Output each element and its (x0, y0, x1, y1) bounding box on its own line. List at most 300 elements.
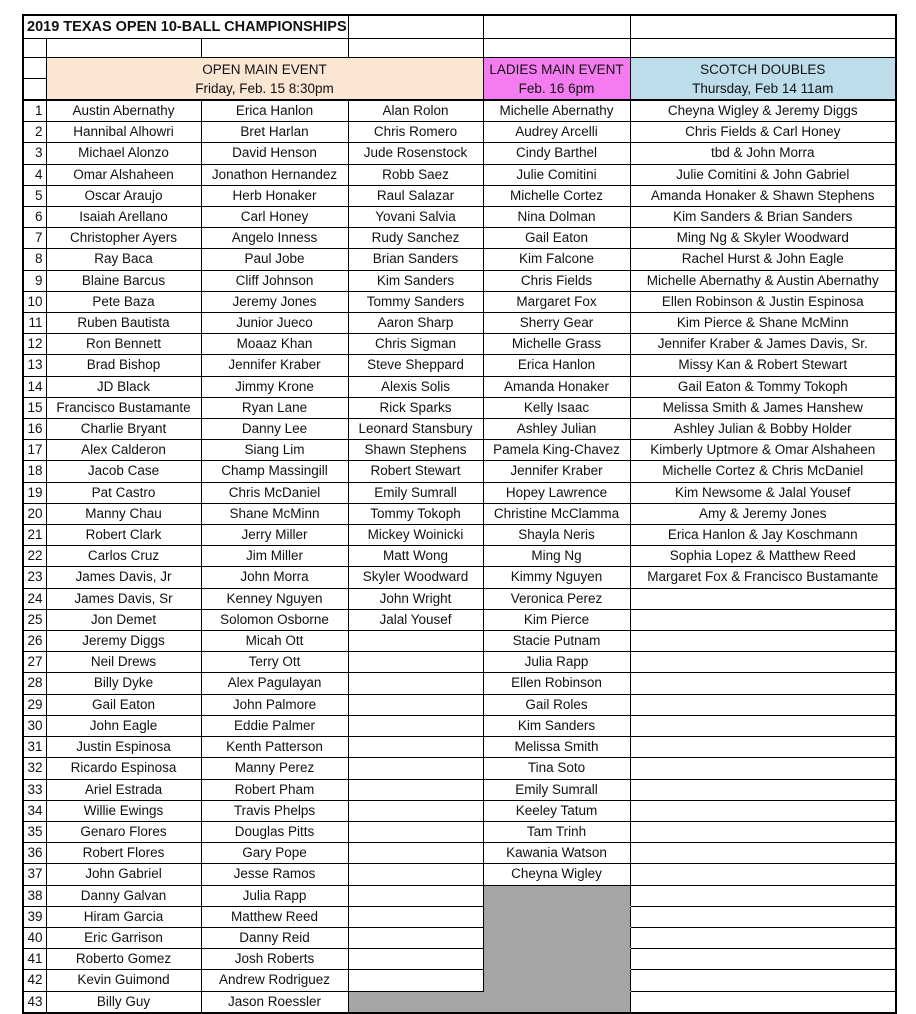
cell-open1: Ray Baca (46, 249, 201, 270)
table-row (23, 355, 896, 376)
empty-cell (23, 79, 46, 101)
cell-ladies: Gail Eaton (483, 228, 630, 249)
cell-open1: Danny Galvan (46, 885, 201, 906)
cell-num: 40 (23, 927, 46, 948)
cell-num: 7 (23, 228, 46, 249)
cell-num: 23 (23, 567, 46, 588)
cell-num: 3 (23, 143, 46, 164)
cell-scotch: Ashley Julian & Bobby Holder (630, 419, 896, 440)
cell-scotch (630, 991, 896, 1013)
cell-open2: Gary Pope (201, 843, 348, 864)
cell-open3: Brian Sanders (348, 249, 483, 270)
cell-ladies: Cindy Barthel (483, 143, 630, 164)
cell-ladies: Kim Falcone (483, 249, 630, 270)
table-row (23, 143, 896, 164)
cell-ladies: Stacie Putnam (483, 631, 630, 652)
cell-ladies: Emily Sumrall (483, 779, 630, 800)
cell-num: 39 (23, 906, 46, 927)
cell-open3: Robert Stewart (348, 461, 483, 482)
cell-ladies: Amanda Honaker (483, 376, 630, 397)
cell-open3: Robb Saez (348, 164, 483, 185)
cell-open1: Genaro Flores (46, 821, 201, 842)
cell-open2: Cliff Johnson (201, 270, 348, 291)
table-row (23, 779, 896, 800)
cell-open1: Ariel Estrada (46, 779, 201, 800)
cell-ladies: Margaret Fox (483, 291, 630, 312)
cell-scotch: Cheyna Wigley & Jeremy Diggs (630, 100, 896, 122)
cell-open3: Leonard Stansbury (348, 419, 483, 440)
cell-scotch: Michelle Abernathy & Austin Abernathy (630, 270, 896, 291)
cell-open3: Rick Sparks (348, 397, 483, 418)
cell-open2: Matthew Reed (201, 906, 348, 927)
cell-scotch (630, 779, 896, 800)
cell-open2: Jimmy Krone (201, 376, 348, 397)
cell-num: 8 (23, 249, 46, 270)
cell-open1: Oscar Araujo (46, 185, 201, 206)
cell-open3 (348, 800, 483, 821)
cell-ladies: Erica Hanlon (483, 355, 630, 376)
table-row (23, 270, 896, 291)
cell-num: 4 (23, 164, 46, 185)
cell-ladies: Kim Pierce (483, 609, 630, 630)
table-row (23, 949, 896, 970)
page-title: 2019 TEXAS OPEN 10-BALL CHAMPIONSHIPS (23, 15, 348, 39)
open-event-schedule: Friday, Feb. 15 8:30pm (195, 80, 334, 96)
cell-scotch: Jennifer Kraber & James Davis, Sr. (630, 334, 896, 355)
tournament-sheet (22, 14, 897, 1014)
cell-open3 (348, 631, 483, 652)
cell-open3: Alan Rolon (348, 100, 483, 122)
cell-open1: Justin Espinosa (46, 737, 201, 758)
cell-open1: Omar Alshaheen (46, 164, 201, 185)
cell-scotch (630, 631, 896, 652)
cell-open1: James Davis, Sr (46, 588, 201, 609)
cell-ladies: Michelle Cortez (483, 185, 630, 206)
cell-open2: Jeremy Jones (201, 291, 348, 312)
cell-open1: Robert Flores (46, 843, 201, 864)
cell-scotch: Gail Eaton & Tommy Tokoph (630, 376, 896, 397)
cell-ladies: Pamela King-Chavez (483, 440, 630, 461)
cell-ladies: Michelle Abernathy (483, 100, 630, 122)
empty-cell (483, 39, 630, 58)
cell-open2: Paul Jobe (201, 249, 348, 270)
cell-open1: Jeremy Diggs (46, 631, 201, 652)
cell-open2: Siang Lim (201, 440, 348, 461)
cell-open1: Pat Castro (46, 482, 201, 503)
table-row (23, 694, 896, 715)
empty-cell (201, 39, 348, 58)
table-row (23, 821, 896, 842)
empty-cell (630, 39, 896, 58)
cell-open3 (348, 694, 483, 715)
cell-scotch: Michelle Cortez & Chris McDaniel (630, 461, 896, 482)
cell-open1: James Davis, Jr (46, 567, 201, 588)
cell-ladies: Sherry Gear (483, 313, 630, 334)
cell-open2: Andrew Rodriguez (201, 970, 348, 991)
cell-open2: Manny Perez (201, 758, 348, 779)
cell-open2: John Palmore (201, 694, 348, 715)
cell-ladies (483, 906, 630, 927)
cell-scotch (630, 609, 896, 630)
cell-scotch: Amanda Honaker & Shawn Stephens (630, 185, 896, 206)
table-row (23, 800, 896, 821)
table-row (23, 843, 896, 864)
cell-open1: Hiram Garcia (46, 906, 201, 927)
cell-ladies: Nina Dolman (483, 207, 630, 228)
cell-open2: Kenth Patterson (201, 737, 348, 758)
cell-open3: John Wright (348, 588, 483, 609)
cell-scotch: Erica Hanlon & Jay Koschmann (630, 525, 896, 546)
cell-open3 (348, 906, 483, 927)
cell-open1: Manny Chau (46, 503, 201, 524)
table-row (23, 461, 896, 482)
cell-scotch: Kim Sanders & Brian Sanders (630, 207, 896, 228)
table-row (23, 758, 896, 779)
table-row (23, 482, 896, 503)
cell-open2: Ryan Lane (201, 397, 348, 418)
cell-ladies (483, 991, 630, 1013)
scotch-event-title: SCOTCH DOUBLES (700, 61, 826, 77)
cell-num: 9 (23, 270, 46, 291)
cell-open2: Eddie Palmer (201, 715, 348, 736)
ladies-event-header (483, 58, 630, 101)
cell-open2: Erica Hanlon (201, 100, 348, 122)
cell-open3 (348, 927, 483, 948)
cell-open3 (348, 673, 483, 694)
table-row (23, 652, 896, 673)
cell-open2: Jennifer Kraber (201, 355, 348, 376)
cell-num: 25 (23, 609, 46, 630)
title-row (23, 15, 896, 39)
cell-num: 2 (23, 122, 46, 143)
cell-open1: Christopher Ayers (46, 228, 201, 249)
cell-ladies: Michelle Grass (483, 334, 630, 355)
cell-ladies: Melissa Smith (483, 737, 630, 758)
cell-open2: Jim Miller (201, 546, 348, 567)
cell-open3 (348, 652, 483, 673)
scotch-event-header (630, 58, 896, 101)
cell-ladies: Ellen Robinson (483, 673, 630, 694)
cell-ladies: Gail Roles (483, 694, 630, 715)
cell-ladies: Tina Soto (483, 758, 630, 779)
cell-open2: John Morra (201, 567, 348, 588)
cell-open3: Chris Sigman (348, 334, 483, 355)
cell-scotch (630, 906, 896, 927)
cell-open3: Alexis Solis (348, 376, 483, 397)
cell-open3 (348, 864, 483, 885)
cell-open2: Carl Honey (201, 207, 348, 228)
table-row (23, 673, 896, 694)
empty-cell (23, 39, 46, 58)
cell-num: 11 (23, 313, 46, 334)
cell-open2: Chris McDaniel (201, 482, 348, 503)
table-row (23, 291, 896, 312)
cell-open2: Solomon Osborne (201, 609, 348, 630)
cell-scotch (630, 864, 896, 885)
cell-open1: Robert Clark (46, 525, 201, 546)
cell-open1: Gail Eaton (46, 694, 201, 715)
cell-ladies: Kawania Watson (483, 843, 630, 864)
table-row (23, 715, 896, 736)
table-row (23, 525, 896, 546)
cell-open1: Michael Alonzo (46, 143, 201, 164)
cell-ladies: Julia Rapp (483, 652, 630, 673)
cell-open3 (348, 885, 483, 906)
cell-open3: Kim Sanders (348, 270, 483, 291)
cell-scotch: Kim Pierce & Shane McMinn (630, 313, 896, 334)
cell-open3 (348, 949, 483, 970)
table-row (23, 631, 896, 652)
cell-scotch (630, 758, 896, 779)
cell-num: 38 (23, 885, 46, 906)
cell-open3 (348, 991, 483, 1013)
cell-open1: Ron Bennett (46, 334, 201, 355)
cell-scotch (630, 885, 896, 906)
table-row (23, 609, 896, 630)
open-event-title: OPEN MAIN EVENT (202, 61, 327, 77)
cell-open1: Austin Abernathy (46, 100, 201, 122)
cell-open1: Jacob Case (46, 461, 201, 482)
cell-open1: Pete Baza (46, 291, 201, 312)
table-row (23, 376, 896, 397)
cell-open1: JD Black (46, 376, 201, 397)
cell-scotch: Margaret Fox & Francisco Bustamante (630, 567, 896, 588)
cell-open1: Jon Demet (46, 609, 201, 630)
table-row (23, 503, 896, 524)
cell-ladies (483, 970, 630, 991)
cell-num: 1 (23, 100, 46, 122)
cell-scotch: tbd & John Morra (630, 143, 896, 164)
table-row (23, 970, 896, 991)
cell-ladies: Kelly Isaac (483, 397, 630, 418)
cell-ladies: Jennifer Kraber (483, 461, 630, 482)
cell-scotch: Ellen Robinson & Justin Espinosa (630, 291, 896, 312)
cell-scotch (630, 821, 896, 842)
cell-open3: Jalal Yousef (348, 609, 483, 630)
cell-num: 27 (23, 652, 46, 673)
cell-open1: Eric Garrison (46, 927, 201, 948)
cell-num: 5 (23, 185, 46, 206)
cell-open1: Billy Guy (46, 991, 201, 1013)
cell-open3: Skyler Woodward (348, 567, 483, 588)
cell-open1: Carlos Cruz (46, 546, 201, 567)
cell-open1: Billy Dyke (46, 673, 201, 694)
cell-open2: Junior Jueco (201, 313, 348, 334)
cell-scotch (630, 800, 896, 821)
cell-scotch (630, 694, 896, 715)
cell-num: 30 (23, 715, 46, 736)
cell-ladies: Shayla Neris (483, 525, 630, 546)
cell-scotch (630, 673, 896, 694)
scotch-event-schedule: Thursday, Feb 14 11am (692, 80, 834, 96)
cell-open2: Kenney Nguyen (201, 588, 348, 609)
table-row (23, 334, 896, 355)
cell-open3: Shawn Stephens (348, 440, 483, 461)
cell-ladies (483, 949, 630, 970)
cell-scotch: Kim Newsome & Jalal Yousef (630, 482, 896, 503)
cell-open1: Isaiah Arellano (46, 207, 201, 228)
cell-num: 31 (23, 737, 46, 758)
cell-ladies: Ming Ng (483, 546, 630, 567)
cell-scotch (630, 949, 896, 970)
cell-open2: Danny Lee (201, 419, 348, 440)
cell-open2: Robert Pham (201, 779, 348, 800)
tournament-table (22, 14, 897, 1014)
cell-open1: John Gabriel (46, 864, 201, 885)
cell-open3: Jude Rosenstock (348, 143, 483, 164)
cell-open2: Travis Phelps (201, 800, 348, 821)
cell-open2: Herb Honaker (201, 185, 348, 206)
cell-num: 16 (23, 419, 46, 440)
empty-cell (348, 15, 483, 39)
cell-num: 26 (23, 631, 46, 652)
cell-ladies: Julie Comitini (483, 164, 630, 185)
spacer-row (23, 39, 896, 58)
cell-open1: John Eagle (46, 715, 201, 736)
cell-ladies: Christine McClamma (483, 503, 630, 524)
cell-ladies: Hopey Lawrence (483, 482, 630, 503)
cell-open3: Chris Romero (348, 122, 483, 143)
cell-open2: Jonathon Hernandez (201, 164, 348, 185)
cell-ladies: Tam Trinh (483, 821, 630, 842)
cell-num: 32 (23, 758, 46, 779)
table-row (23, 927, 896, 948)
cell-num: 22 (23, 546, 46, 567)
event-header-row (23, 58, 896, 79)
cell-scotch: Rachel Hurst & John Eagle (630, 249, 896, 270)
table-row (23, 207, 896, 228)
cell-ladies (483, 885, 630, 906)
cell-num: 10 (23, 291, 46, 312)
cell-open2: Josh Roberts (201, 949, 348, 970)
table-row (23, 864, 896, 885)
cell-open3: Raul Salazar (348, 185, 483, 206)
cell-num: 43 (23, 991, 46, 1013)
table-row (23, 164, 896, 185)
cell-ladies: Veronica Perez (483, 588, 630, 609)
cell-open1: Hannibal Alhowri (46, 122, 201, 143)
cell-open2: Danny Reid (201, 927, 348, 948)
cell-open3: Rudy Sanchez (348, 228, 483, 249)
cell-open1: Willie Ewings (46, 800, 201, 821)
cell-num: 34 (23, 800, 46, 821)
table-row (23, 588, 896, 609)
cell-scotch (630, 715, 896, 736)
cell-open2: Jerry Miller (201, 525, 348, 546)
table-row (23, 397, 896, 418)
cell-open3: Yovani Salvia (348, 207, 483, 228)
cell-num: 33 (23, 779, 46, 800)
empty-cell (630, 15, 896, 39)
table-row (23, 906, 896, 927)
cell-scotch: Ming Ng & Skyler Woodward (630, 228, 896, 249)
cell-num: 13 (23, 355, 46, 376)
cell-open3: Matt Wong (348, 546, 483, 567)
cell-open3 (348, 715, 483, 736)
open-event-header (46, 58, 483, 101)
cell-open3: Aaron Sharp (348, 313, 483, 334)
cell-open2: Jesse Ramos (201, 864, 348, 885)
cell-num: 24 (23, 588, 46, 609)
cell-open3 (348, 758, 483, 779)
cell-open2: David Henson (201, 143, 348, 164)
cell-open3: Emily Sumrall (348, 482, 483, 503)
table-row (23, 249, 896, 270)
cell-open2: Champ Massingill (201, 461, 348, 482)
cell-scotch (630, 588, 896, 609)
cell-open1: Neil Drews (46, 652, 201, 673)
cell-open2: Angelo Inness (201, 228, 348, 249)
table-row (23, 737, 896, 758)
cell-ladies: Cheyna Wigley (483, 864, 630, 885)
cell-ladies: Keeley Tatum (483, 800, 630, 821)
cell-open1: Ruben Bautista (46, 313, 201, 334)
table-row (23, 991, 896, 1013)
cell-num: 29 (23, 694, 46, 715)
ladies-event-schedule: Feb. 16 6pm (518, 80, 595, 96)
cell-scotch (630, 843, 896, 864)
cell-open1: Kevin Guimond (46, 970, 201, 991)
table-row (23, 546, 896, 567)
cell-ladies: Chris Fields (483, 270, 630, 291)
cell-scotch: Missy Kan & Robert Stewart (630, 355, 896, 376)
cell-num: 35 (23, 821, 46, 842)
cell-ladies: Ashley Julian (483, 419, 630, 440)
cell-scotch (630, 970, 896, 991)
cell-num: 37 (23, 864, 46, 885)
empty-cell (483, 15, 630, 39)
cell-num: 18 (23, 461, 46, 482)
cell-open3: Tommy Sanders (348, 291, 483, 312)
empty-cell (46, 39, 201, 58)
cell-open1: Blaine Barcus (46, 270, 201, 291)
table-row (23, 100, 896, 122)
cell-open2: Terry Ott (201, 652, 348, 673)
cell-num: 17 (23, 440, 46, 461)
cell-open2: Bret Harlan (201, 122, 348, 143)
player-rows (23, 100, 896, 1013)
table-row (23, 885, 896, 906)
cell-num: 19 (23, 482, 46, 503)
empty-cell (348, 39, 483, 58)
cell-open3 (348, 737, 483, 758)
table-row (23, 567, 896, 588)
cell-open1: Roberto Gomez (46, 949, 201, 970)
cell-open2: Moaaz Khan (201, 334, 348, 355)
cell-scotch: Melissa Smith & James Hanshew (630, 397, 896, 418)
cell-open3: Steve Sheppard (348, 355, 483, 376)
cell-num: 15 (23, 397, 46, 418)
cell-open3 (348, 821, 483, 842)
cell-open3 (348, 970, 483, 991)
cell-open3: Mickey Woinicki (348, 525, 483, 546)
cell-open2: Douglas Pitts (201, 821, 348, 842)
cell-scotch (630, 737, 896, 758)
table-row (23, 313, 896, 334)
cell-num: 36 (23, 843, 46, 864)
cell-scotch (630, 927, 896, 948)
cell-open1: Francisco Bustamante (46, 397, 201, 418)
cell-scotch: Chris Fields & Carl Honey (630, 122, 896, 143)
cell-ladies (483, 927, 630, 948)
cell-num: 20 (23, 503, 46, 524)
cell-ladies: Kim Sanders (483, 715, 630, 736)
cell-scotch: Kimberly Uptmore & Omar Alshaheen (630, 440, 896, 461)
cell-open1: Charlie Bryant (46, 419, 201, 440)
table-row (23, 185, 896, 206)
cell-num: 41 (23, 949, 46, 970)
cell-scotch: Sophia Lopez & Matthew Reed (630, 546, 896, 567)
